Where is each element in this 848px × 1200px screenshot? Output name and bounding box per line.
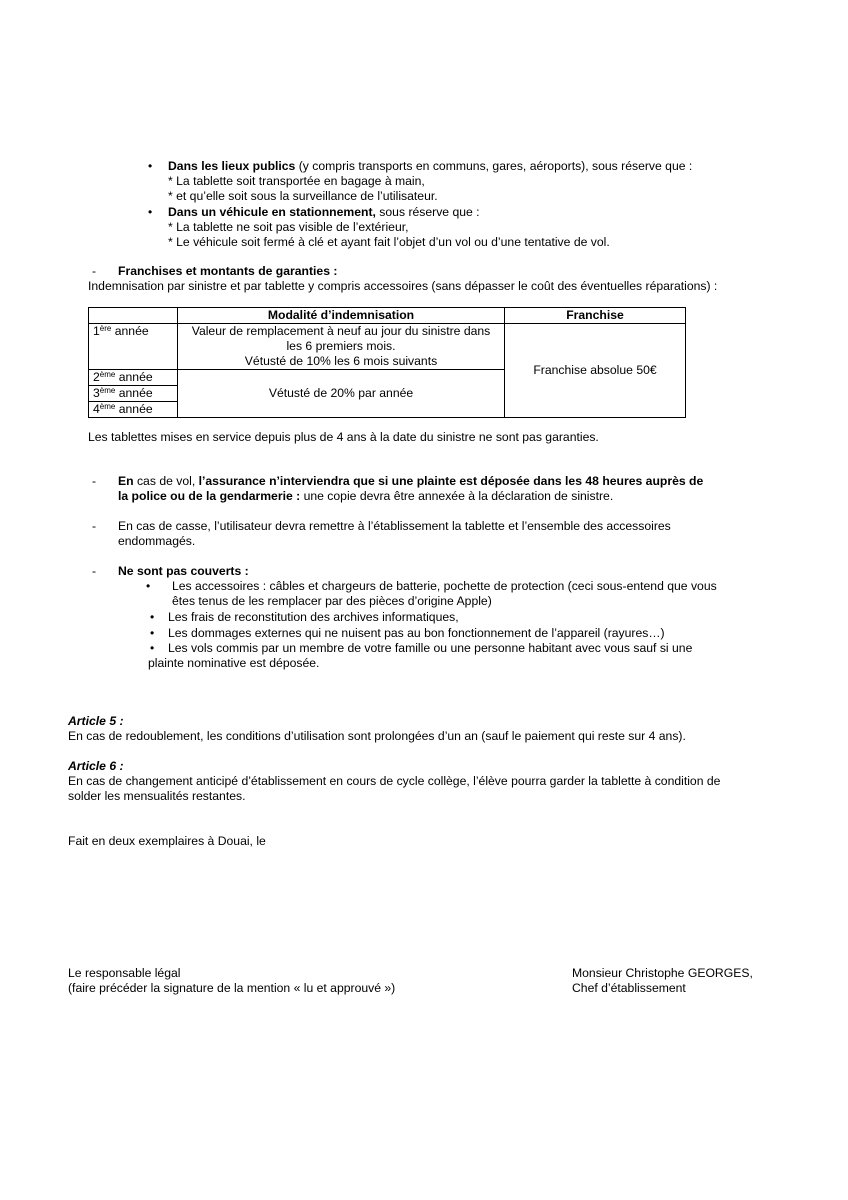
article6-line-1: En cas de changement anticipé d’établissement en cours de cycle collège, l’élève pourra garder la tablette à condition de: [68, 774, 721, 788]
dash-icon: -: [92, 519, 97, 533]
franchise-value: Franchise absolue 50€: [505, 324, 686, 418]
public-places-label: Dans les lieux publics: [168, 159, 296, 173]
bullet-icon: •: [150, 626, 155, 640]
exclusion-item-4-line-2: plainte nominative est déposée.: [148, 656, 320, 670]
vol-rest: une copie devra être annexée à la déclaration de sinistre.: [300, 489, 614, 503]
table-header-modalite: Modalité d’indemnisation: [178, 308, 505, 324]
bullet-icon: •: [146, 579, 151, 593]
vehicle-condition-2: * Le véhicule soit fermé à clé et ayant fait l’objet d’un vol ou d’une tentative de vol.: [168, 235, 610, 249]
year-cell: 3ème année: [89, 386, 178, 402]
table-header-franchise: Franchise: [505, 308, 686, 324]
vehicle-rest: sous réserve que :: [375, 205, 480, 219]
vol-bold-2: la police ou de la gendarmerie :: [118, 489, 301, 503]
dash-icon: -: [92, 474, 97, 488]
first-year-modalite: Valeur de remplacement à neuf au jour du sinistre dans les 6 premiers mois. Vétusté de 10% les 6 mois suivants: [178, 324, 505, 370]
year-cell: 2ème année: [89, 370, 178, 386]
bullet-icon: •: [148, 205, 153, 219]
exclusion-item-3: Les dommages externes qui ne nuisent pas au bon fonctionnement de l’appareil (rayures…): [168, 626, 665, 640]
vehicle-label: Dans un véhicule en stationnement,: [168, 205, 376, 219]
year-cell: 1ère année: [89, 324, 178, 370]
public-condition-1: * La tablette soit transportée en bagage à main,: [168, 174, 425, 188]
casse-line-2: endommagés.: [118, 534, 196, 548]
table-header-empty: [89, 308, 178, 324]
year-cell: 4ème année: [89, 402, 178, 418]
franchise-heading: Franchises et montants de garanties :: [118, 264, 338, 278]
exclusion-item-1-line-2: êtes tenus de les remplacer par des pièces d’origine Apple): [172, 594, 492, 608]
franchise-intro: Indemnisation par sinistre et par tablette y compris accessoires (sans dépasser le coût des éventuelles réparations) :: [88, 279, 718, 293]
vehicle-condition-1: * La tablette ne soit pas visible de l’extérieur,: [168, 220, 409, 234]
franchise-table: [88, 307, 686, 418]
article5-text: En cas de redoublement, les conditions d’utilisation sont prolongées d’un an (sauf le paiement qui reste sur 4 ans).: [68, 729, 686, 743]
public-places-line: [168, 159, 692, 175]
exclusions-heading: Ne sont pas couverts :: [118, 564, 249, 578]
signature-left-line-2: (faire précéder la signature de la mention « lu et approuvé »): [68, 981, 396, 995]
exclusion-item-4-line-1: Les vols commis par un membre de votre famille ou une personne habitant avec vous sauf si une: [168, 641, 693, 655]
vol-bold-1: l’assurance n’interviendra que si une plainte est déposée dans les 48 heures auprès de: [198, 474, 704, 488]
article6-title: Article 6 :: [68, 759, 124, 773]
public-condition-2: * et qu’elle soit sous la surveillance de l’utilisateur.: [168, 189, 438, 203]
franchise-note: Les tablettes mises en service depuis plus de 4 ans à la date du sinistre ne sont pas garanties.: [88, 430, 599, 444]
dash-icon: -: [92, 264, 97, 278]
bullet-icon: •: [150, 610, 155, 624]
vol-line-2: [118, 489, 613, 505]
signature-left-line-1: Le responsable légal: [68, 966, 181, 980]
exclusion-item-1-line-1: Les accessoires : câbles et chargeurs de batterie, pochette de protection (ceci sous-entend que vous: [172, 579, 717, 593]
vol-en: En: [118, 474, 134, 488]
signature-right-line-2: Chef d’établissement: [572, 981, 686, 995]
vol-cas: cas de vol,: [133, 474, 199, 488]
later-years-modalite: Vétusté de 20% par année: [178, 370, 505, 418]
vol-line-1: [118, 474, 703, 490]
fait-line: Fait en deux exemplaires à Douai, le: [68, 834, 266, 848]
bullet-icon: •: [148, 159, 153, 173]
table-row: [89, 324, 686, 370]
signature-right-line-1: Monsieur Christophe GEORGES,: [572, 966, 753, 980]
vehicle-line: [168, 205, 480, 221]
public-places-rest: (y compris transports en communs, gares, aéroports), sous réserve que :: [295, 159, 693, 173]
article6-line-2: solder les mensualités restantes.: [68, 789, 246, 803]
bullet-icon: •: [150, 641, 155, 655]
exclusion-item-2: Les frais de reconstitution des archives informatiques,: [168, 610, 459, 624]
casse-line-1: En cas de casse, l’utilisateur devra remettre à l’établissement la tablette et l’ensemble des accessoires: [118, 519, 671, 533]
article5-title: Article 5 :: [68, 714, 124, 728]
dash-icon: -: [92, 564, 97, 578]
